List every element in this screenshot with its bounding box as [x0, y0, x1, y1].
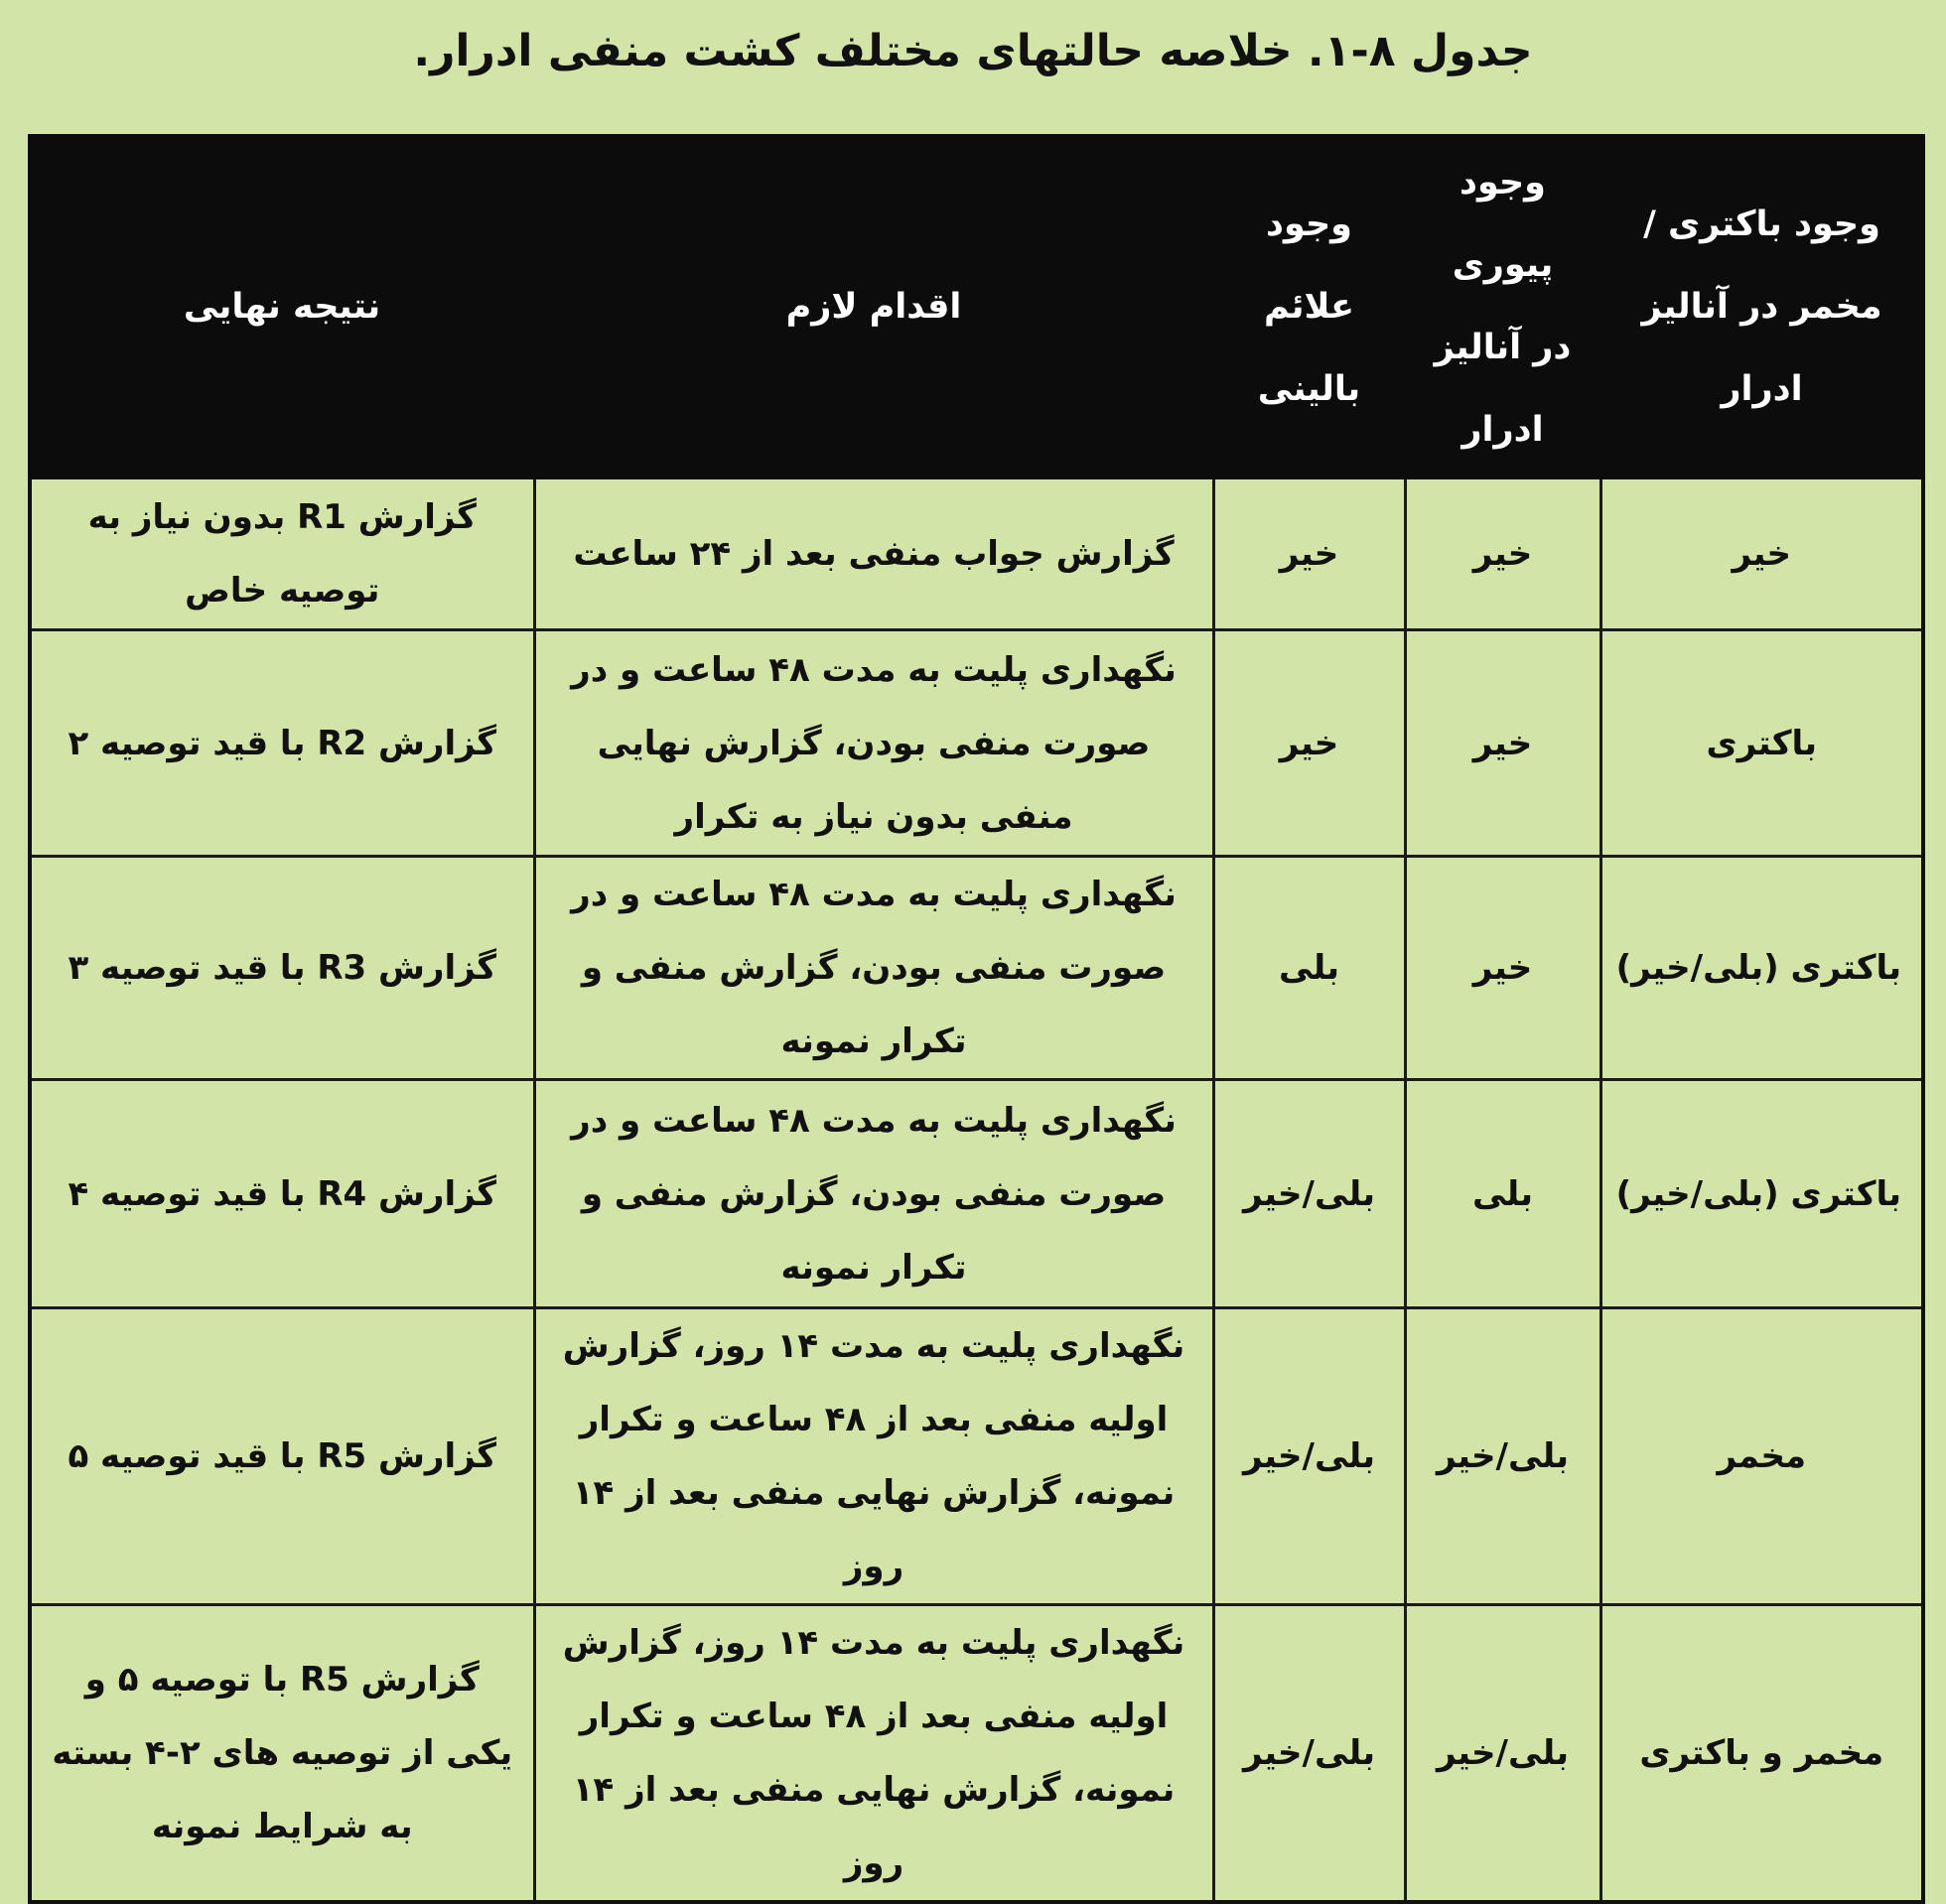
cell-clinical-signs: بلی/خیر	[1213, 1308, 1405, 1605]
table-row	[30, 1080, 1923, 1308]
cell-bacteria-mold: باکتری (بلی/خیر)	[1600, 857, 1923, 1080]
cell-result: گزارش R2 با قید توصیه ۲	[30, 630, 534, 857]
table-caption: جدول ۸-۱. خلاصه حالتهای مختلف کشت منفی ادرار.	[413, 26, 1533, 76]
header-row	[30, 136, 1923, 477]
table-row	[30, 857, 1923, 1080]
table-row	[30, 630, 1923, 857]
cell-result: گزارش R3 با قید توصیه ۳	[30, 857, 534, 1080]
table-row	[30, 1605, 1923, 1903]
cell-pyuria: بلی	[1405, 1080, 1600, 1308]
cell-action: نگهداری پلیت به مدت ۴۸ ساعت و در صورت منفی بودن، گزارش منفی و تکرار نمونه	[534, 1080, 1213, 1308]
header-clinical-signs: وجود علائم بالینی	[1213, 136, 1405, 477]
cell-pyuria: خیر	[1405, 630, 1600, 857]
cell-result: گزارش R1 بدون نیاز به توصیه خاص	[30, 477, 534, 630]
header-result: نتیجه نهایی	[30, 136, 534, 477]
cell-clinical-signs: خیر	[1213, 630, 1405, 857]
header-action: اقدام لازم	[534, 136, 1213, 477]
table-row	[30, 1308, 1923, 1605]
cell-action: نگهداری پلیت به مدت ۱۴ روز، گزارش اولیه منفی بعد از ۴۸ ساعت و تکرار نمونه، گزارش نهایی منفی بعد از ۱۴ روز	[534, 1308, 1213, 1605]
cell-bacteria-mold: خیر	[1600, 477, 1923, 630]
cell-pyuria: بلی/خیر	[1405, 1308, 1600, 1605]
cell-result: گزارش R5 با قید توصیه ۵	[30, 1308, 534, 1605]
cell-clinical-signs: بلی/خیر	[1213, 1080, 1405, 1308]
header-pyuria: وجود پیوری در آنالیز ادرار	[1405, 136, 1600, 477]
cell-clinical-signs: بلی	[1213, 857, 1405, 1080]
cell-pyuria: خیر	[1405, 477, 1600, 630]
cell-pyuria: خیر	[1405, 857, 1600, 1080]
cell-action: نگهداری پلیت به مدت ۴۸ ساعت و در صورت منفی بودن، گزارش نهایی منفی بدون نیاز به تکرار	[534, 630, 1213, 857]
cell-bacteria-mold: مخمر	[1600, 1308, 1923, 1605]
negative-culture-table	[28, 134, 1925, 1904]
cell-clinical-signs: بلی/خیر	[1213, 1605, 1405, 1903]
table-row	[30, 477, 1923, 630]
header-bacteria-mold: وجود باکتری / مخمر در آنالیز ادرار	[1600, 136, 1923, 477]
cell-bacteria-mold: باکتری	[1600, 630, 1923, 857]
cell-clinical-signs: خیر	[1213, 477, 1405, 630]
cell-result: گزارش R4 با قید توصیه ۴	[30, 1080, 534, 1308]
cell-action: گزارش جواب منفی بعد از ۲۴ ساعت	[534, 477, 1213, 630]
cell-bacteria-mold: مخمر و باکتری	[1600, 1605, 1923, 1903]
cell-action: نگهداری پلیت به مدت ۴۸ ساعت و در صورت منفی بودن، گزارش منفی و تکرار نمونه	[534, 857, 1213, 1080]
cell-pyuria: بلی/خیر	[1405, 1605, 1600, 1903]
cell-bacteria-mold: باکتری (بلی/خیر)	[1600, 1080, 1923, 1308]
cell-result: گزارش R5 با توصیه ۵ و یکی از توصیه های ۲-۴ بسته به شرایط نمونه	[30, 1605, 534, 1903]
cell-action: نگهداری پلیت به مدت ۱۴ روز، گزارش اولیه منفی بعد از ۴۸ ساعت و تکرار نمونه، گزارش نهایی منفی بعد از ۱۴ روز	[534, 1605, 1213, 1903]
